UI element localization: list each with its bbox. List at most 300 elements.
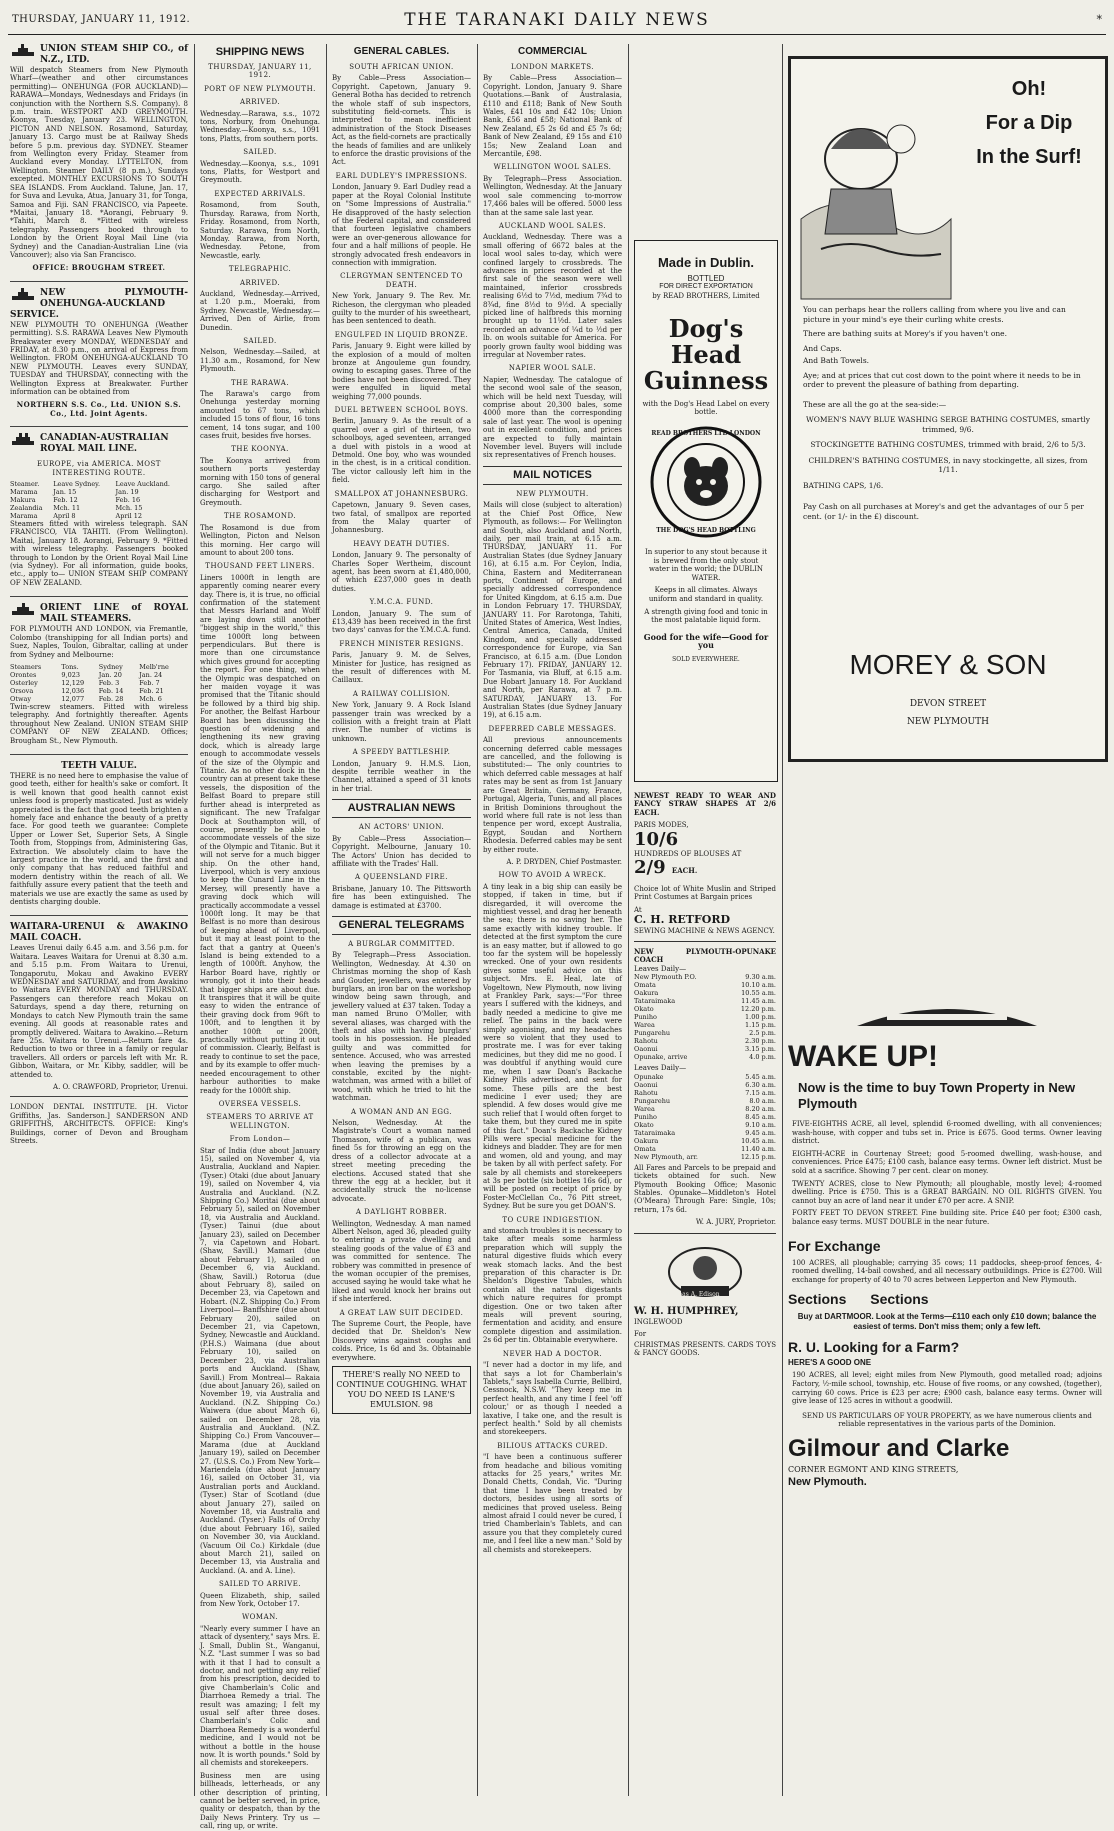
stop-time: 12.15 p.m. — [740, 1152, 776, 1161]
price: 10/6 — [634, 828, 679, 850]
office-line: OFFICE: BROUGHAM STREET. — [32, 263, 166, 273]
timetable-row — [634, 1121, 776, 1129]
gilmour-clarke-ad — [788, 770, 1106, 1794]
section-title: SHIPPING NEWS — [215, 46, 305, 58]
column-rule — [326, 44, 327, 1796]
cable-item — [332, 540, 471, 593]
ad-text: And Caps. — [803, 343, 842, 353]
column-rule — [628, 44, 629, 1796]
line-name: CANADIAN-AUSTRALIAN ROYAL MAIL LINE. — [40, 433, 169, 455]
timetable-row — [634, 1097, 776, 1105]
stop-time: 3.15 p.m. — [745, 1045, 776, 1054]
ad-text: And Bath Towels. — [803, 356, 870, 365]
cable-text: Paris, January 9. Eight were killed by the explosion of a mould of molten bronze at Angouleme gun foundry, owing to escaping gases. Three of the bodies have not been discovered. They were engulfed in liquid metal weighing 77,000 pounds. — [332, 342, 471, 401]
cable-headline: HEAVY DEATH DUTIES. — [353, 539, 450, 548]
store-town: NEW PLYMOUTH — [907, 717, 989, 727]
stop-name: Warea — [634, 1021, 655, 1030]
telegram-headline: A GREAT LAW SUIT DECIDED. — [339, 1308, 464, 1317]
waitara-coach-ad — [10, 922, 188, 1097]
cable-item — [332, 490, 471, 535]
stop-name: Oaonui — [634, 1045, 658, 1054]
market-text: By Telegraph—Press Association. Wellington, Wednesday. At the January wool sale commencing to-morrow 17,466 bales will be offered. 5000 less than at the same sale last year. — [483, 174, 622, 217]
wake-up-title: WAKE UP! — [788, 1040, 938, 1073]
stop-time: 10.10 a.m. — [741, 981, 776, 990]
union-steam-ad — [10, 44, 188, 282]
timetable-row — [634, 1045, 776, 1053]
cable-text: Paris, January 9. M. de Selves, Minister for Justice, has resigned as the result of differences with M. Caillaux. — [332, 651, 471, 685]
cable-item — [332, 331, 471, 401]
ad-text: You can perhaps hear the rollers calling from where you live and can picture in your mind's eye their curling white crests. — [803, 305, 1066, 324]
stop-time: 9.30 a.m. — [745, 973, 776, 982]
ad-text: Choice lot of White Muslin and Striped Print Costumes at Bargain prices — [634, 885, 776, 902]
item-line: WOMEN'S NAVY BLUE WASHING SERGE BATHING COSTUMES, smartly trimmed, 9/6. — [806, 415, 1090, 434]
subhead: ARRIVED. — [239, 278, 281, 287]
timetable-row — [634, 1137, 776, 1145]
stop-time: 5.45 a.m. — [745, 1072, 776, 1081]
farm-title: R. U. Looking for a Farm? — [788, 1339, 960, 1356]
merchant-trade: SEWING MACHINE & NEWS AGENCY. — [634, 926, 775, 935]
cable-text: New York, January 9. A Rock Island passenger train was wrecked by a collision with a freight train at Platt river. The number of victims is unknown. — [332, 701, 471, 743]
timetable-outbound — [634, 973, 776, 1061]
timetable-row — [634, 1153, 776, 1161]
ad-text: SOLD EVERYWHERE. — [672, 655, 740, 663]
coach-title: NEW PLYMOUTH-OPUNAKE COACH — [634, 947, 776, 965]
sections-text: Buy at DARTMOOR. Look at the Terms—£110 each only £10 down; balance the easiest of terms. Don't miss them; only a few left. — [797, 1312, 1097, 1332]
column-rule — [477, 44, 478, 1796]
sailing-table — [10, 480, 188, 520]
timetable-row — [634, 1053, 776, 1061]
subhead: HOW TO AVOID A WRECK. — [498, 871, 607, 880]
vessel-list: Star of India (due about January 15), sailed on November 4, via Australia, Auckland and Napier. (Tyser.) Otaki (due about January 19), sailed on November 4, via Australia and Auckland. (N.Z. Shipping Co.) Moritai (due about February 5), sailed on November 18, via Australia and Auckland. (Tyser.) Tainui (due about January 23), sailed on December 7, via Capetown and Hobart. (Shaw, Savill.) Mamari (due about February 1), sailed on December 6, via Auckland. (Shaw, Savill.) Rotorua (due about February 8), sailed on December 23, via Capetown and Hobart. (N.Z. Shipping Co.) From Liverpool— Banffshire (due about February 20), sailed on December 21, via Capetown, Sydney, Newcastle and Auckland. (P.H.S.) Waimana (due about February 10), sailed on December 23, via Australian ports and Auckland. (Shaw, Savill.) From Montreal— Rakaia (due about January 26), sailed on November 19, via Australia and Auckland. (N.Z. Shipping Co.) Waiwera (due about March 6), sailed on December 28, via Australia and Auckland. (N.Z. Shipping Co.) From Vancouver— Marama (due at Auckland January 19), sailed on December 27. (U.S.S. Co.) From New York— Mariendela (due about January 16), sailed on October 31, via Australian ports and Auckland. (Tyser.) Star of Scotland (due about January 27), sailed on November 18, via Australia and Auckland. (Tyser.) Falls of Orchy (due about February 16), sailed on November 30, via Auckland. (Vacuum Oil Co.) Kirkdale (due about March 21), sailed on December 13, via Australia and Auckland. (A. and A. Line). — [200, 1146, 320, 1575]
cable-item — [332, 873, 471, 910]
stop-name: Oaonui — [634, 1080, 658, 1089]
table-header: Steamers Tons. Sydney Melb'rne — [10, 662, 169, 671]
dog-head-icon — [650, 426, 762, 538]
orient-line-ad — [10, 603, 188, 755]
subhead: Leaves Daily— — [634, 964, 687, 973]
news-text: Auckland, Wednesday.—Arrived, at 1.20 p.m., Moeraki, from Sydney. Newcastle, Wednesday.—Arrived, Den of Airlie, from Dunedin. — [200, 289, 320, 332]
store-address: DEVON STREET — [909, 699, 987, 709]
subhead: From London— — [229, 1135, 291, 1144]
brand-name: Dog's Head — [668, 314, 744, 369]
newspaper-title: THE TARANAKI DAILY NEWS — [404, 10, 710, 30]
timetable-row — [634, 997, 776, 1005]
send-particulars: SEND US PARTICULARS OF YOUR PROPERTY, as we have numerous clients and reliable representatives in the various parts of the Dominion. — [802, 1411, 1092, 1429]
proprietor: A. O. CRAWFORD, Proprietor, Urenui. — [53, 1082, 188, 1091]
ad-text: Aye; and at prices that cut cost down to the point where it needs to be in order to prevent the pleasure of bathing from departing. — [803, 370, 1081, 389]
timetable-row — [634, 1021, 776, 1029]
cable-item — [332, 272, 471, 325]
stop-name: Rahotu — [634, 1088, 658, 1097]
market-headline: NAPIER WOOL SALE. — [508, 364, 597, 373]
stop-time: 1.00 p.m. — [745, 1013, 776, 1022]
stop-name: New Plymouth P.O. — [634, 973, 697, 982]
stop-name: Omata — [634, 981, 656, 990]
timetable-row — [634, 973, 776, 981]
stop-time: 11.45 a.m. — [741, 997, 776, 1006]
timetable-row — [634, 981, 776, 989]
telegram-text: The Supreme Court, the People, have decided that Dr. Sheldon's New Discovery wins against coughs and colds. Price, 1s 6d and 3s. Obtainable everywhere. — [332, 1320, 471, 1362]
stop-time: 6.30 a.m. — [745, 1080, 776, 1089]
cable-item — [332, 748, 471, 793]
farm-subtitle: HERE'S A GOOD ONE — [788, 1358, 872, 1368]
merchant-name: C. H. RETFORD — [634, 913, 731, 927]
table-row: Makura Feb. 12 Feb. 16 — [10, 496, 141, 505]
morey-son-ad — [788, 56, 1108, 762]
firm-name: Gilmour and Clarke — [788, 1434, 1010, 1462]
ad-text: A strength giving food and tonic in the most palatable liquid form. — [644, 607, 768, 625]
subhead: STEAMERS TO ARRIVE AT WELLINGTON. — [206, 1113, 314, 1130]
property-listing: 190 ACRES, all level; eight miles from New Plymouth, good metalled road; adjoins Factory, ½-mile school, township, etc. House of five rooms, or any cowshed, (together), carrying 60 cows. Price is £23 per acre; £900 cash, balance easy terms. Owner will give lease of 125 acres in without a goodwill. — [792, 1371, 1102, 1406]
ad-text: At — [634, 905, 642, 914]
subhead: BILIOUS ATTACKS CURED. — [497, 1441, 608, 1450]
section-title: AUSTRALIAN NEWS — [332, 799, 471, 818]
subhead: WOMAN. — [241, 1613, 279, 1622]
news-text: The Rarawa's cargo from Onehunga yesterday morning amounted to 67 tons, which included 15 tons of flour, 16 tons cement, 14 tons sugar, and 100 cases fruit, besides five horses. — [200, 390, 320, 441]
subhead: OVERSEA VESSELS. — [218, 1099, 302, 1108]
stop-time: 2.5 p.m. — [749, 1029, 776, 1038]
article-text: "I have been a continuous sufferer from headache and bilious vomiting attacks for 25 years," writes Mr. Donald Chetts, Condah, Vic. "During that time I have been treated by doctors, besides using all sorts of medicines that proved useless. Being almost afraid I could never be cured, I tried Chamberlain's Tablets, and can assure you that they completely cured me, and I feel like a new man." Sold by all chemists and storekeepers. — [483, 1453, 622, 1554]
coach-name: WAITARA-URENUI & AWAKINO MAIL COACH. — [10, 922, 188, 944]
subhead: NEW PLYMOUTH. — [516, 489, 589, 498]
ad-text: THERE'S really NO NEED to CONTINUE COUGHING. WHAT YOU DO NEED IS LANE'S EMULSION. — [336, 1370, 467, 1410]
table-row: Marama April 8 April 12 — [10, 512, 142, 521]
stop-time: 9.10 a.m. — [745, 1120, 776, 1129]
timetable-row — [634, 989, 776, 997]
route-text: FOR PLYMOUTH AND LONDON, via Fremantle, Colombo (transhipping for all Indian ports) and Suez, Naples, Toulon, Gibraltar, calling at under from Sydney and Melbourne: — [10, 625, 188, 659]
service-text: NEW PLYMOUTH TO ONEHUNGA (Weather permitting). S.S. RARAWA Leaves New Plymouth Breakwater every MONDAY, WEDNESDAY and FRIDAY, at 8.30 p.m., on arrival of Express from Wellington. FROM ONEHUNGA-AUCKLAND TO NEW PLYMOUTH. Leaves every SUNDAY, TUESDAY and THURSDAY, connecting with the Wellington Express at Breakwater. Further information can be obtained from — [10, 320, 188, 396]
news-text: Wednesday.—Koonya, s.s., 1091 tons, Platts, for Westport and Greymouth. — [200, 159, 320, 185]
line-details: Steamers fitted with wireless telegraph. SAN FRANCISCO, VIA TAHITI. (From Wellington). Maitai, January 18. Aorangi, February 9. *Fitted with wireless telegraphy. Passengers booked through to London by the Orient Royal Mail Line (via Sydney). For all information, guide books, etc., apply to— UNION STEAM SHIP COMPANY OF NEW ZEALAND. — [10, 520, 188, 587]
stop-name: Okato — [634, 1005, 654, 1014]
stop-time: 11.40 a.m. — [741, 1144, 776, 1153]
section-title: COMMERCIAL — [518, 46, 587, 57]
column-local-ads — [634, 792, 776, 1772]
stop-name: Opunake, arrive — [634, 1053, 688, 1062]
news-text: Nelson, Wednesday.—Sailed, at 11.30 a.m., Rosamond, for New Plymouth. — [200, 348, 320, 374]
section-title: GENERAL TELEGRAMS — [332, 916, 471, 935]
ad-text: PARIS MODES, — [634, 821, 689, 830]
cable-headline: FRENCH MINISTER RESIGNS. — [339, 639, 464, 648]
timetable-row — [634, 1145, 776, 1153]
masthead — [0, 0, 1114, 34]
telegram-item — [332, 1208, 471, 1303]
news-text: "Nearly every summer I have an attack of dysentery," says Mrs. E. J. Small, Dublin St., Wanganui, N.Z. "Last summer I was so bad with it that I had to consult a doctor, and not getting any relief from his prescription, decided to give Chamberlain's Colic and Diarrhoea Remedy a trial. The result was amazing; I felt my usual self after three doses. Chamberlain's Colic and Diarrhoea Remedy is a wonderful medicine, and I would not be without a bottle in the house now. It is worth pounds." Sold by all chemists and storekeepers. — [200, 1624, 320, 1768]
postmaster-signature: A. P. DRYDEN, Chief Postmaster. — [506, 857, 622, 866]
ad-line: by READ BROTHERS, Limited — [652, 292, 760, 300]
news-text: Wednesday.—Rarawa, s.s., 1072 tons, Norbury, from Onehunga. Wednesday.—Koonya, s.s., 1091 tons, Platts, from southern ports. — [200, 109, 320, 143]
cable-headline: CLERGYMAN SENTENCED TO DEATH. — [340, 272, 463, 289]
subhead: SAILED. — [243, 148, 277, 157]
firm-town: New Plymouth. — [788, 1475, 867, 1488]
brand-name: Guinness — [643, 366, 769, 395]
cable-item — [332, 172, 471, 267]
stop-name: Rahotu — [634, 1037, 658, 1046]
ad-text: There are bathing suits at Morey's if you haven't one. — [803, 329, 1007, 338]
article-text: "I never had a doctor in my life, and that says a lot for Chamberlain's Tablets," says Isabella Currie, Bellbird, Cessnock, N.S.W. "They keep me in perfect health, and any time I feel 'off colour,' or as though I needed a laxative, I take one, and the result is perfect health." Sold by all chemists and storekeepers. — [483, 1361, 622, 1437]
ad-text: HUNDREDS OF BLOUSES AT — [634, 849, 742, 858]
news-text: Queen Elizabeth, ship, sailed from New York, October 17. — [200, 1591, 320, 1609]
ad-text: Keeps in all climates. Always uniform and standard in quality. — [648, 586, 764, 603]
timetable-row — [634, 1129, 776, 1137]
stop-name: Opunake — [634, 1072, 664, 1081]
subhead: THE ROSAMOND. — [223, 512, 297, 521]
price: 2/9 — [634, 857, 666, 879]
cable-text: London, January 9. The personalty of Charles Soper Wertheim, discount agent, has been sworn at £1,480,000, of which £237,000 goes in death duties. — [332, 551, 471, 593]
subhead: TELEGRAPHIC. — [228, 265, 292, 274]
property-listing: 100 ACRES, all ploughable; carrying 35 cows; 11 paddocks, sheep-proof fences, 4-roomed dwelling, 14-bail cowshed, and all necessary outbuildings. Price is £2700. Will exchange for property of 40 to 70 acres between Lepperton and New Plymouth. — [792, 1258, 1102, 1284]
subhead: SAILED TO ARRIVE. — [218, 1580, 302, 1589]
timetable-row — [634, 1073, 776, 1081]
telegram-item — [332, 1108, 471, 1203]
stop-time: 8.0 a.m. — [749, 1096, 776, 1105]
telegram-headline: A WOMAN AND AN EGG. — [351, 1107, 452, 1116]
table-row: Orontes 9,023 Jan. 20 Jan. 24 — [10, 670, 163, 679]
market-text: Auckland, Wednesday. There was a small offering of 6672 bales at the local wool sales to-day, which were confined largely to crossbreds. The advances in prices recorded at the first sale of the season were well maintained, inferior crossbreds realising 6½d to 7½d, medium 7¾d to 8¾d, fine 8½d to 9½d. A specially picked line of halfbreds this morning brought up to 11½d. Later sales recorded an advance of ¼d to ½d per lb. on wools suitable for America. For poorly grown faulty wool bidding was irregular at November rates. — [483, 233, 622, 359]
merchant-town: INGLEWOOD — [634, 1317, 683, 1326]
bathers-icon — [801, 69, 951, 299]
line-footer: Twin-screw steamers. Fitted with wireless telegraphy. And fortnightly thereafter. Agents throughout New Zealand. UNION STEAM SHIP COMPANY OF NEW ZEALAND. Offices; Brougham St., New Plymouth. — [10, 702, 188, 745]
ad-text: In superior to any stout because it is brewed from the only stout water in the world; the DUBLIN WATER. — [644, 548, 768, 582]
ad-number: 98 — [422, 1400, 434, 1410]
ad-text: For — [634, 1330, 647, 1339]
alarm-clock-icon — [847, 1000, 1047, 1028]
cable-text: Capetown, January 9. Seven cases, two fatal, of smallpox are reported from the Malay quarter of Johannesburg. — [332, 501, 471, 535]
cable-headline: A SPEEDY BATTLESHIP. — [352, 748, 451, 757]
badge-text: Thomas A. Edison — [665, 1291, 720, 1299]
cable-headline: DUEL BETWEEN SCHOOL BOYS. — [334, 406, 469, 415]
onehunga-service-ad — [10, 288, 188, 427]
telegram-headline: A BURGLAR COMMITTED. — [348, 939, 455, 948]
merchant-name: W. H. HUMPHREY, — [634, 1305, 739, 1317]
article-text: and stomach troubles it is necessary to take after meals some harmless preparation which will supply the natural digestive fluids which every weak stomach lacks. And the best preparation of this character is Dr. Sheldon's Digestive Tabules, which contain all the natural digestants which nature requires for prompt digestion. One or two taken after meals will prevent souring, fermentation and acidity, and ensure complete digestion and assimilation. 2s 6d per tin. Obtainable everywhere. — [483, 1227, 622, 1345]
timetable-row — [634, 1081, 776, 1089]
subhead: TO CURE INDIGESTION. — [502, 1215, 603, 1224]
stop-name: Warea — [634, 1104, 655, 1113]
cable-text: By Cable—Press Association—Copyright. Melbourne, January 10. The Actors' Union has decided to affiliate with the Trades' Hall. — [332, 834, 471, 868]
cable-item — [332, 406, 471, 485]
stop-time: 1.15 p.m. — [745, 1021, 776, 1030]
cable-headline: SMALLPOX AT JOHANNESBURG. — [334, 489, 469, 498]
mail-schedule: Mails will close (subject to alteration) at the Chief Post Office, New Plymouth, as follows:— For Wellington and South, also Auckland and North, daily, per mail train, at 6.15 a.m. THURSDAY, JANUARY 11. For Australian States (due Sydney January 16), at 6.15 a.m. For Ceylon, India, China, Eastern and Mediterranean ports, Continent of Europe, and specially addressed correspondence for United Kingdom, at 6.15 a.m. Due in London February 17. THURSDAY, JANUARY 11. For Rarotonga, Tahiti, United States of America, West Indies, Central America, Canada, United Kingdom, and specially addressed correspondence for Europe, via San Francisco, at 6.15 a.m. (Due London February 17). FRIDAY, JANUARY 12. For Tasmania, via Bluff, at 6.15 a.m. Due Hobart January 18. For Auckland and North, per Rarawa, at 7 p.m. SATURDAY, JANUARY 13. For Australian States (due Sydney January 19), at 6.15 a.m. — [483, 501, 622, 720]
subhead: DEFERRED CABLE MESSAGES. — [488, 724, 617, 733]
steamship-icon — [10, 44, 36, 58]
telegram-text: By Telegraph—Press Association. Wellington, Wednesday. At 4.30 on Christmas morning the shop of Kash and Gouder, jewellers, was entered by burglars, an iron bar on the workshop window being sawn through, and jewellery valued at £37 taken. Today a man named Bruno O'Moller, with several aliases, was charged with the theft and also with having burglars' tools in his possession. He pleaded guilty and was committed for sentence. Accused, who was arrested when leaving the premises by a constable, excited by the night-watchman, was armed with a billet of wood, with which he tried to hit the watchman. — [332, 951, 471, 1103]
stop-time: 9.45 a.m. — [745, 1128, 776, 1137]
headline-surf: In the Surf! — [976, 146, 1082, 168]
stop-name: Tataraimaka — [634, 997, 676, 1006]
subhead: THE KOONYA. — [231, 445, 289, 454]
coach-text: Leaves Urenui daily 6.45 a.m. and 3.56 p.m. for Waitara. Leaves Waitara for Urenui at 8.30 a.m. and 5.15 p.m. From Waitara to Urenui, Tongaporutu, Mokau and Awakino EVERY WEDNESDAY and SATURDAY, and from Awakino to Waitara EVERY MONDAY and THURSDAY. Passengers can therefore reach Mokau on Saturdays, spend a day there, returning on Mondays to catch New Plymouth train the same evening. All goods at reasonable rates and promptly delivered. Waitara to Awakino.—Return fare 25s. Waitara to Urenui.—Return fare 4s. Reduction to two or three in a family or regular travellers. All orders or parcels left with Mr. R. Gibbon, Waitara, or Mr. Kibby, saddler, will be attended to. — [10, 944, 188, 1079]
teeth-value-ad — [10, 761, 188, 917]
steamship-icon — [10, 288, 36, 302]
ad-slogan: Good for the wife—Good for you — [643, 631, 769, 651]
article-text: A tiny leak in a big ship can easily be stopped, if taken in time, but if disregarded, it will overcome the mightiest vessel, and drag her beneath the sea; there is no saving her. The same exactly with kidney trouble. If detected at the first symptom the cure is an easy matter, but if allowed to go too far the system will be hopelessly wrecked. One of your own residents gives some useful advice on this subject. Mrs. E. Heal, late of Vogeltown, New Plymouth, now living at Frankley Park, says:—"For three years I suffered with the kidneys, and badly needed a medicine to give me relief. The pains in the back were simply agonising, and my headaches were so violent that they used to prostrate me. I was for ever taking medicines, but they did me no good. I was doubtful if anything would cure me, when I saw Doan's Backache Kidney Pills advertised, and sent for some. These pills are the best medicine I ever used; they are splendid. A few doses would give me such relief that I would often forget to take them, but they cured me in spite of this fact." Doan's Backache Kidney Pills were special medicine for the kidneys and bladder. They are for men and women, old and young, and may be taken by all with perfect safety. For sale by all chemists and storekeepers at 3s per bottle (six bottles 16s 6d), or will be posted on receipt of price by Foster-McClellan Co., 76 Pitt street, Sydney. But be sure you get DOAN'S. — [483, 882, 622, 1211]
property-listing: FORTY FEET TO DEVON STREET. Fine building site. Price £40 per foot; £300 cash, balance easy terms. MUST DOUBLE in the near future. — [792, 1209, 1102, 1226]
ad-line: FOR DIRECT EXPORTATION — [659, 283, 753, 290]
table-row: Marama Jan. 15 Jan. 19 — [10, 488, 139, 497]
stop-time: 8.20 a.m. — [745, 1104, 776, 1113]
cable-headline: EARL DUDLEY'S IMPRESSIONS. — [335, 171, 468, 180]
timetable-row — [634, 1029, 776, 1037]
column-commercial — [483, 44, 622, 1796]
item-line: CHILDREN'S BATHING COSTUMES, in navy stockingette, all sizes, from 1/11. — [808, 455, 1088, 474]
market-item — [483, 63, 622, 158]
cable-headline: AN ACTORS' UNION. — [358, 823, 445, 832]
coach-footer: All Fares and Parcels to be prepaid and tickets obtained for such. New Plymouth Booking Office; Masonic Stables. Opunake—Middleton's Hotel (O'Meara) Through Fare: Single, 10s; return, 17s 6d. — [634, 1163, 776, 1214]
timetable-row — [634, 1113, 776, 1121]
ad-title: TEETH VALUE. — [61, 760, 137, 771]
stop-name: Oakura — [634, 1136, 659, 1145]
steamship-icon — [10, 433, 36, 447]
news-text: The Koonya arrived from southern ports yesterday morning with 150 tons of general cargo. She sailed after discharging for Westport and Greymouth. — [200, 456, 320, 507]
timetable-row — [634, 1105, 776, 1113]
stop-time: 10.45 a.m. — [741, 1136, 776, 1145]
timetable-row — [634, 1089, 776, 1097]
table-row: Zealandia Mch. 11 Mch. 15 — [10, 504, 143, 513]
property-listing: FIVE-EIGHTHS ACRE, all level, splendid 6-roomed dwelling, with all conveniences; wash-house, with copper and tubs set in. Price is £675. Good terms. Owner leaving district. — [792, 1120, 1102, 1146]
subhead: SAILED. — [243, 336, 277, 345]
section-title: MAIL NOTICES — [483, 466, 622, 485]
market-headline: LONDON MARKETS. — [511, 63, 594, 71]
headline-dip: For a Dip — [985, 112, 1073, 134]
masthead-rule — [8, 34, 1106, 35]
market-headline: WELLINGTON WOOL SALES. — [493, 163, 612, 172]
stop-time: 4.0 p.m. — [749, 1053, 776, 1062]
column-general-cables — [332, 44, 471, 1796]
timetable-row — [634, 1005, 776, 1013]
sailing-table — [10, 663, 188, 703]
line-name: ORIENT LINE of ROYAL MAIL STEAMERS. — [40, 603, 188, 625]
telegram-text: Wellington, Wednesday. A man named Albert Nelson, aged 36, pleaded guilty to entering a private dwelling and stealing goods of the value of £3 and was committed for sentence. The robbery was committed in presence of the woman occupier of the premises, accused saying he would take what he liked and would knock her brains out if she interfered. — [332, 1219, 471, 1304]
ad-text: THERE is no need here to emphasise the value of good teeth, either for health's sake or comfort. It is well known that good health cannot exist unless food is properly masticated. Just as widely appreciated is the fact that good teeth brighten a homely face and enhance the beauty of a pretty face. For good teeth we guarantee: Complete Upper or Lower Set, Superior Sets, A Single Tooth from, Stoppings from, Administering Gas, Extraction. We absolutely claim to have the largest practice in the world, and the first and only company that has reduced faithful and modern dentistry within the reach of all. We faithfully assure every patient that the teeth and materials we use are exactly the same as used by dentists charging double. — [10, 771, 188, 907]
news-text: Rosamond, from South, Thursday. Rarawa, from North, Friday. Rosamond, from North, Saturday. Rarawa, from North, Monday. Rarawa, from North, Wednesday. Petone, from Newcastle, early. — [200, 201, 320, 260]
sections-title: Sections Sections — [788, 1291, 929, 1308]
subhead: ARRIVED. — [239, 98, 281, 107]
cable-headline: ENGULFED IN LIQUID BRONZE. — [334, 330, 469, 339]
lanes-emulsion-ad — [332, 1366, 471, 1414]
timetable-return — [634, 1073, 776, 1161]
cable-headline: A QUEENSLAND FIRE. — [355, 873, 448, 882]
stop-name: New Plymouth, arr. — [634, 1152, 698, 1161]
column-rule — [782, 44, 783, 1796]
store-name: MOREY & SON — [849, 649, 1047, 680]
ad-text: NEWEST READY TO WEAR AND FANCY STRAW SHAPES AT 2/6 EACH. — [634, 791, 776, 817]
market-text: By Cable—Press Association—Copyright. London, January 9. Share Quotations.—Bank of Australasia, £110 and £118; Bank of New South Wales, £41 10s and £42 10s; Union Bank, £56 and £58; National Bank of New Zealand, £5 2s 6d and £5 7s 6d; Bank of New Zealand, £9 15s and £10 15s; New Zealand Loan and Mercantile, £98. — [483, 74, 622, 159]
stop-name: Puniho — [634, 1013, 657, 1022]
subhead: Leaves Daily— — [634, 1064, 687, 1073]
logo-ring-top: READ BROTHERS LTD LONDON — [651, 430, 761, 437]
exchange-title: For Exchange — [788, 1237, 881, 1254]
telegram-item — [332, 1309, 471, 1362]
dateline: THURSDAY, JANUARY 11, 1912. — [208, 63, 312, 80]
ad-line: with the Dog's Head Label on every bottle. — [642, 400, 770, 416]
stop-name: Puniho — [634, 1112, 657, 1121]
ad-text: CHRISTMAS PRESENTS. CARDS TOYS & FANCY GOODS. — [634, 1340, 776, 1358]
ad-line: Made in Dublin. — [657, 255, 755, 270]
stop-time: 8.45 a.m. — [745, 1112, 776, 1121]
table-row: Osterley 12,129 Feb. 3 Feb. 7 — [10, 678, 160, 687]
subhead: THE RARAWA. — [230, 378, 290, 387]
cable-item — [332, 63, 471, 167]
market-item — [483, 364, 622, 459]
cable-text: New York, January 9. The Rev. Mr. Richeson, the clergyman who pleaded guilty to the murder of his sweetheart, has been sentenced to death. — [332, 292, 471, 326]
page-mark: * — [1096, 13, 1102, 26]
opunake-coach-ad — [634, 942, 776, 1233]
issue-date: THURSDAY, JANUARY 11, 1912. — [12, 14, 191, 25]
ad-line: BOTTLED — [687, 274, 725, 283]
cable-headline: SOUTH AFRICAN UNION. — [349, 63, 454, 71]
guinness-ad — [634, 240, 778, 782]
dogs-head-logo — [650, 426, 762, 538]
property-listing: EIGHTH-ACRE in Courtenay Street; good 5-roomed dwelling, wash-house, and conveniences. Price £475; £100 cash, balance easy terms. Owner left district. Must be sold at a sacrifice. Showing 7 per cent. clear on money. — [792, 1149, 1102, 1175]
edison-phonograph-icon — [665, 1242, 745, 1302]
canadian-australian-ad — [10, 433, 188, 597]
cable-text: Berlin, January 9. As the result of a quarrel over a girl of thirteen, two schoolboys, aged seventeen, arranged a duel with pistols in a wood at Detmold. One boy, who was wounded in the chest, is in a critical condition. The victor callously left him in the field. — [332, 417, 471, 485]
subhead: THOUSAND FEET LINERS. — [205, 562, 315, 571]
cable-item — [332, 598, 471, 635]
ad-text: Pay Cash on all purchases at Morey's and get the advantages of our 5 per cent. (or 1/- in the £) discount. — [803, 502, 1084, 521]
telegram-item — [332, 940, 471, 1103]
timetable-row — [634, 1037, 776, 1045]
subhead: NEVER HAD A DOCTOR. — [502, 1349, 603, 1358]
table-header: Steamer. Leave Sydney. Leave Auckland. — [10, 480, 170, 489]
company-name: UNION STEAM SHIP CO., of N.Z., LTD. — [40, 44, 188, 65]
stop-time: 10.55 a.m. — [741, 989, 776, 998]
telegram-text: Nelson, Wednesday. At the Magistrate's Court a woman named Thomason, wife of a publican, was fined 5s for throwing an egg on the dress of a collector advocate at a street meeting preceding the elections. Accused stated that she threw the egg at a heckler, but it accidentally struck the no-license advocate. — [332, 1119, 471, 1203]
subhead: EXPECTED ARRIVALS. — [214, 189, 306, 198]
cable-text: Brisbane, January 10. The Pittsworth fire has been extinguished. The damage is estimated at £3700. — [332, 884, 471, 910]
telegram-headline: A DAYLIGHT ROBBER. — [355, 1208, 448, 1217]
cable-text: London, January 9. The sum of £13,439 has been received in the first two days' canvas for the Y.M.C.A. fund. — [332, 609, 471, 635]
column-rule — [194, 44, 195, 1796]
item-line: BATHING CAPS, 1/6. — [803, 480, 884, 490]
item-line: STOCKINGETTE BATHING COSTUMES, trimmed with braid, 2/6 to 5/3. — [810, 440, 1086, 449]
cable-item — [332, 823, 471, 868]
dental-architects-ad — [10, 1103, 188, 1145]
subhead: PORT OF NEW PLYMOUTH. — [204, 84, 316, 93]
ad-text: LONDON DENTAL INSTITUTE. [H. Victor Griffiths, Jas. Sanderson.] SANDERSON AND GRIFFITHS, ARCHITECTS. OFFICE: King's Buildings, corner of Devon and Brougham Streets. — [10, 1103, 188, 1145]
table-row: Orsova 12,036 Feb. 14 Feb. 21 — [10, 686, 164, 695]
cable-item — [332, 690, 471, 743]
stop-time: 7.15 a.m. — [745, 1088, 776, 1097]
cable-text: London, January 9. Earl Dudley read a paper at the Royal Colonial Institute on "Some Impressions of Australia." He disapproved of the hasty selection of the Federal capital, and considered that fourteen legislative chambers were an over-generous allowance for four and a half millions of people. He strongly advocated fresh endeavors in connection with immigration. — [332, 183, 471, 267]
joint-agents: NORTHERN S.S. Co., Ltd. UNION S.S. Co., Ltd. Joint Agents. — [16, 400, 182, 418]
proprietor: W. A. JURY, Proprietor. — [695, 1218, 776, 1227]
stop-time: 12.20 p.m. — [740, 1005, 776, 1014]
cable-headline: A RAILWAY COLLISION. — [352, 689, 451, 698]
stop-name: Tataraimaka — [634, 1128, 676, 1137]
sailing-list: Will despatch Steamers from New Plymouth Wharf—(weather and other circumstances permitting)— ONEHUNGA (FOR AUCKLAND)— RARAWA—Mondays, Wednesdays and Fridays (in conjunction with the Northern S.S. Company). 8 p.m. train. WESTPORT AND GREYMOUTH. Koonya, Tuesday, January 23. WELLINGTON, PICTON AND NELSON. Rosamond, Saturday, January 13. Cargo must be at Railway Sheds before 5 p.m. previous day. SYDNEY. Steamer from Wellington every Friday. Steamer from Auckland every Monday. LYTTELTON, from Wellington. Steamer DAILY (8 p.m.), Sundays excepted. MONTHLY EXCURSIONS TO SOUTH SEA ISLANDS. From Auckland. Talune, Jan. 17, for Suva and Levuka, Atua, January 31, for Tonga, Samoa and Fiji. SAN FRANCISCO, via Papeete. *Maitai, January 18. *Aorangi, February 9. *Tahiti, March 8. *Fitted with wireless telegraphy. Passengers booked through to London by the Orient Royal Mail Line (via Sydney) and the Canadian-Australian Line (via Vancouver); also via San Francisco. — [10, 66, 188, 259]
cable-text: London, January 9. H.M.S. Lion, despite terrible weather in the Channel, attained a speed of 31 knots in her trial. — [332, 759, 471, 793]
cable-text: By Cable—Press Association—Copyright. Capetown, January 9. General Botha has decided to retrench the whole staff of sub inspectors, substituting field-cornets. This is interpreted to mean inefficient administration of the Stock Diseases Act, as the field-cornets are practically the heads of families and are unlikely to enforce the drastic provisions of the Act. — [332, 74, 471, 167]
route-subtitle: EUROPE, via AMERICA. MOST INTERESTING ROUTE. — [37, 460, 161, 477]
printery-notice: Business men are using billheads, letterheads, or any other description of printing, cannot be better served, in price, quality or despatch, than by the Daily News Printery. Try us — call, ring up, or write. — [200, 1771, 320, 1831]
section-title: GENERAL CABLES. — [353, 46, 450, 57]
property-listing: TWENTY ACRES, close to New Plymouth; all ploughable, mostly level; 4-roomed dwelling. Price is £750. This is a GREAT BARGAIN. NO OIL RIGHTS GIVEN. You cannot buy an acre of land near it under £70 per acre. A SNIP. — [792, 1179, 1102, 1205]
retford-ad: NEWEST READY TO WEAR AND FANCY STRAW SHAPES AT 2/6 EACH. PARIS MODES, 10/6 HUNDREDS OF BLOUSES AT 2/9 EACH. Choice lot of White Muslin and Striped Print Costumes at Bargain prices At C. H. RETFORD SEWING MACHINE & NEWS AGENCY. — [634, 792, 776, 942]
column-shipping-ads — [10, 44, 188, 1796]
stop-name: Oakura — [634, 989, 659, 998]
stop-name: Okato — [634, 1120, 654, 1129]
cable-item — [332, 640, 471, 685]
ad-text: These are all the go at the sea-side:— — [803, 399, 947, 409]
stop-name: Omata — [634, 1144, 656, 1153]
market-item — [483, 163, 622, 216]
steamship-icon — [10, 603, 36, 617]
news-text: The Rosamond is due from Wellington, Picton and Nelson this morning. Her cargo will amount to about 200 tons. — [200, 523, 320, 557]
firm-address: CORNER EGMONT AND KING STREETS, — [788, 1464, 959, 1474]
